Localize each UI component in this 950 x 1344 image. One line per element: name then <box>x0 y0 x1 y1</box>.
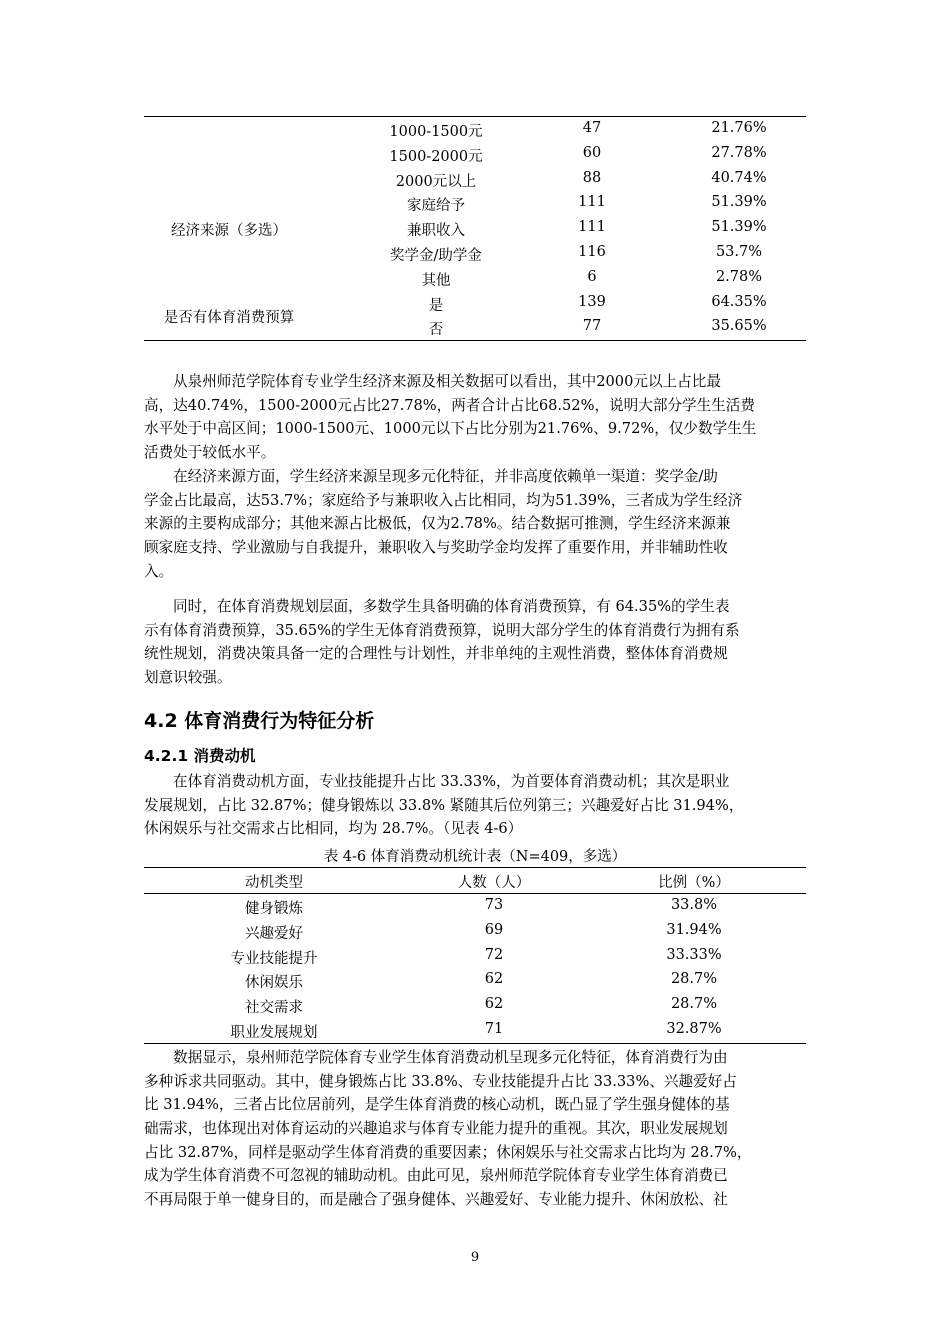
percent-cell: 40.74% <box>711 169 767 186</box>
text-line: 从泉州师范学院体育专业学生经济来源及相关数据可以看出，其中2000元以上占比最 <box>173 373 721 390</box>
text-line: 来源的主要构成部分；其他来源占比极低，仅为2.78%。结合数据可推测，学生经济来源兼 <box>144 515 731 533</box>
percent-cell: 28.7% <box>670 971 718 988</box>
text-line: 同时，在体育消费规划层面，多数学生具备明确的体育消费预算，有 64.35%的学生表 <box>173 598 730 615</box>
group-label-budget: 是否有体育消费预算 <box>163 309 295 326</box>
percent-cell: 33.8% <box>670 897 718 913</box>
text-line: 多种诉求共同驱动。其中，健身锻炼占比 33.8%、专业技能提升占比 33.33%、兴趣爱好占 <box>144 1072 737 1090</box>
type-cell: 兴趣爱好 <box>245 925 303 942</box>
percent-cell: 35.65% <box>711 318 767 335</box>
count-cell: 139 <box>578 293 606 310</box>
percent-cell: 51.39% <box>711 219 767 236</box>
type-cell: 健身锻炼 <box>245 901 303 917</box>
option-cell: 否 <box>428 322 444 339</box>
group-label-economic-source: 经济来源（多选） <box>171 223 287 240</box>
count-cell: 88 <box>582 169 602 186</box>
text-line: 划意识较强。 <box>144 669 232 687</box>
option-cell: 1500-2000元 <box>389 148 483 165</box>
percent-cell: 31.94% <box>666 921 722 938</box>
column-header-percent: 比例（%） <box>658 875 730 891</box>
paragraph-motivation-analysis <box>144 1046 806 1212</box>
count-cell: 69 <box>484 921 504 938</box>
option-cell: 1000-1500元 <box>389 124 483 140</box>
column-header-type: 动机类型 <box>245 875 303 891</box>
count-cell: 62 <box>484 971 504 988</box>
text-line: 在经济来源方面，学生经济来源呈现多元化特征，并非高度依赖单一渠道：奖学金/助 <box>173 468 718 485</box>
table-row <box>144 266 806 291</box>
table-row <box>144 191 806 216</box>
percent-cell: 51.39% <box>711 194 767 211</box>
text-line: 顾家庭支持、学业激励与自我提升，兼职收入与奖助学金均发挥了重要作用，并非辅助性收 <box>144 539 728 557</box>
table-row <box>144 894 806 919</box>
text-line: 不再局限于单一健身目的，而是融合了强身健体、兴趣爱好、专业能力提升、休闲放松、社 <box>144 1191 728 1209</box>
table-row <box>144 167 806 192</box>
percent-cell: 53.7% <box>715 243 763 260</box>
subsection-heading-4-2-1: 4.2.1 消费动机 <box>144 747 256 765</box>
text-line: 比 31.94%，三者占比位居前列，是学生体育消费的核心动机，既凸显了学生强身健体的基 <box>144 1096 730 1114</box>
text-line: 学金占比最高，达53.7%；家庭给予与兼职收入占比相同，均为51.39%，三者成为学生经济 <box>144 491 743 509</box>
section-heading-4-2: 4.2 体育消费行为特征分析 <box>144 710 375 732</box>
percent-cell: 28.7% <box>670 996 718 1013</box>
count-cell: 47 <box>582 120 602 136</box>
table-row <box>144 291 806 326</box>
economic-source-table <box>144 116 806 341</box>
table-row <box>144 315 806 340</box>
text-line: 休闲娱乐与社交需求占比相同，均为 28.7%。（见表 4-6） <box>144 820 523 838</box>
count-cell: 62 <box>484 996 504 1013</box>
text-line: 占比 32.87%，同样是驱动学生体育消费的重要因素；休闲娱乐与社交需求占比均为 28.7%， <box>144 1143 752 1161</box>
percent-cell: 27.78% <box>711 144 767 161</box>
text-line: 成为学生体育消费不可忽视的辅助动机。由此可见，泉州师范学院体育专业学生体育消费已 <box>144 1167 728 1185</box>
percent-cell: 2.78% <box>715 268 763 285</box>
paragraph-motivation-intro <box>144 770 806 841</box>
percent-cell: 32.87% <box>666 1020 722 1037</box>
text-line: 水平处于中高区间；1000-1500元、1000元以下占比分别为21.76%、9.72%，仅少数学生生 <box>144 420 757 438</box>
table-header-row <box>144 868 806 894</box>
text-line: 高，达40.74%，1500-2000元占比27.78%，两者合计占比68.52%，说明大部分学生生活费 <box>144 396 755 414</box>
type-cell: 社交需求 <box>245 1000 303 1017</box>
count-cell: 111 <box>578 194 606 211</box>
percent-cell: 33.33% <box>666 946 722 963</box>
count-cell: 77 <box>582 318 602 335</box>
table-row <box>144 944 806 969</box>
option-cell: 2000元以上 <box>395 173 477 190</box>
type-cell: 专业技能提升 <box>230 950 318 967</box>
table-row <box>144 216 806 241</box>
table-row <box>144 241 806 266</box>
text-line: 在体育消费动机方面，专业技能提升占比 33.33%，为首要体育消费动机；其次是职业 <box>173 773 730 790</box>
text-line: 入。 <box>144 562 174 580</box>
table-caption: 表 4-6 体育消费动机统计表（N=409，多选） <box>323 849 627 865</box>
table-row <box>144 993 806 1018</box>
text-line: 数据显示，泉州师范学院体育专业学生体育消费动机呈现多元化特征，体育消费行为由 <box>173 1049 728 1066</box>
count-cell: 71 <box>484 1020 504 1037</box>
text-line: 发展规划，占比 32.87%；健身锻炼以 33.8% 紧随其后位列第三；兴趣爱好占比 31.94%， <box>144 796 744 814</box>
count-cell: 72 <box>484 946 504 963</box>
count-cell: 73 <box>484 897 504 913</box>
option-cell: 奖学金/助学金 <box>390 247 482 264</box>
table-row <box>144 142 806 167</box>
type-cell: 休闲娱乐 <box>245 975 303 992</box>
table-row <box>144 117 806 142</box>
paragraph-budget <box>144 595 806 690</box>
page-number: 9 <box>470 1250 480 1265</box>
type-cell: 职业发展规划 <box>230 1024 318 1041</box>
paragraph-economic-source <box>144 465 806 583</box>
table-row <box>144 919 806 944</box>
paragraph-living-expenses <box>144 370 806 465</box>
option-cell: 家庭给予 <box>407 198 465 215</box>
text-line: 示有体育消费预算，35.65%的学生无体育消费预算，说明大部分学生的体育消费行为拥有系 <box>144 621 740 639</box>
option-cell: 是 <box>428 297 444 314</box>
count-cell: 111 <box>578 219 606 236</box>
percent-cell: 64.35% <box>711 293 767 310</box>
table-row <box>144 1018 806 1043</box>
percent-cell: 21.76% <box>711 120 767 136</box>
text-line: 活费处于较低水平。 <box>144 444 276 462</box>
motivation-table <box>144 867 806 1044</box>
option-cell: 兼职收入 <box>407 223 465 240</box>
option-cell: 其他 <box>421 272 451 289</box>
count-cell: 116 <box>578 243 606 260</box>
count-cell: 6 <box>587 268 597 285</box>
count-cell: 60 <box>582 144 602 161</box>
table-row <box>144 968 806 993</box>
text-line: 统性规划，消费决策具备一定的合理性与计划性，并非单纯的主观性消费，整体体育消费规 <box>144 645 728 663</box>
text-line: 础需求，也体现出对体育运动的兴趣追求与体育专业能力提升的重视。其次，职业发展规划 <box>144 1120 728 1138</box>
column-header-count: 人数（人） <box>457 875 531 891</box>
